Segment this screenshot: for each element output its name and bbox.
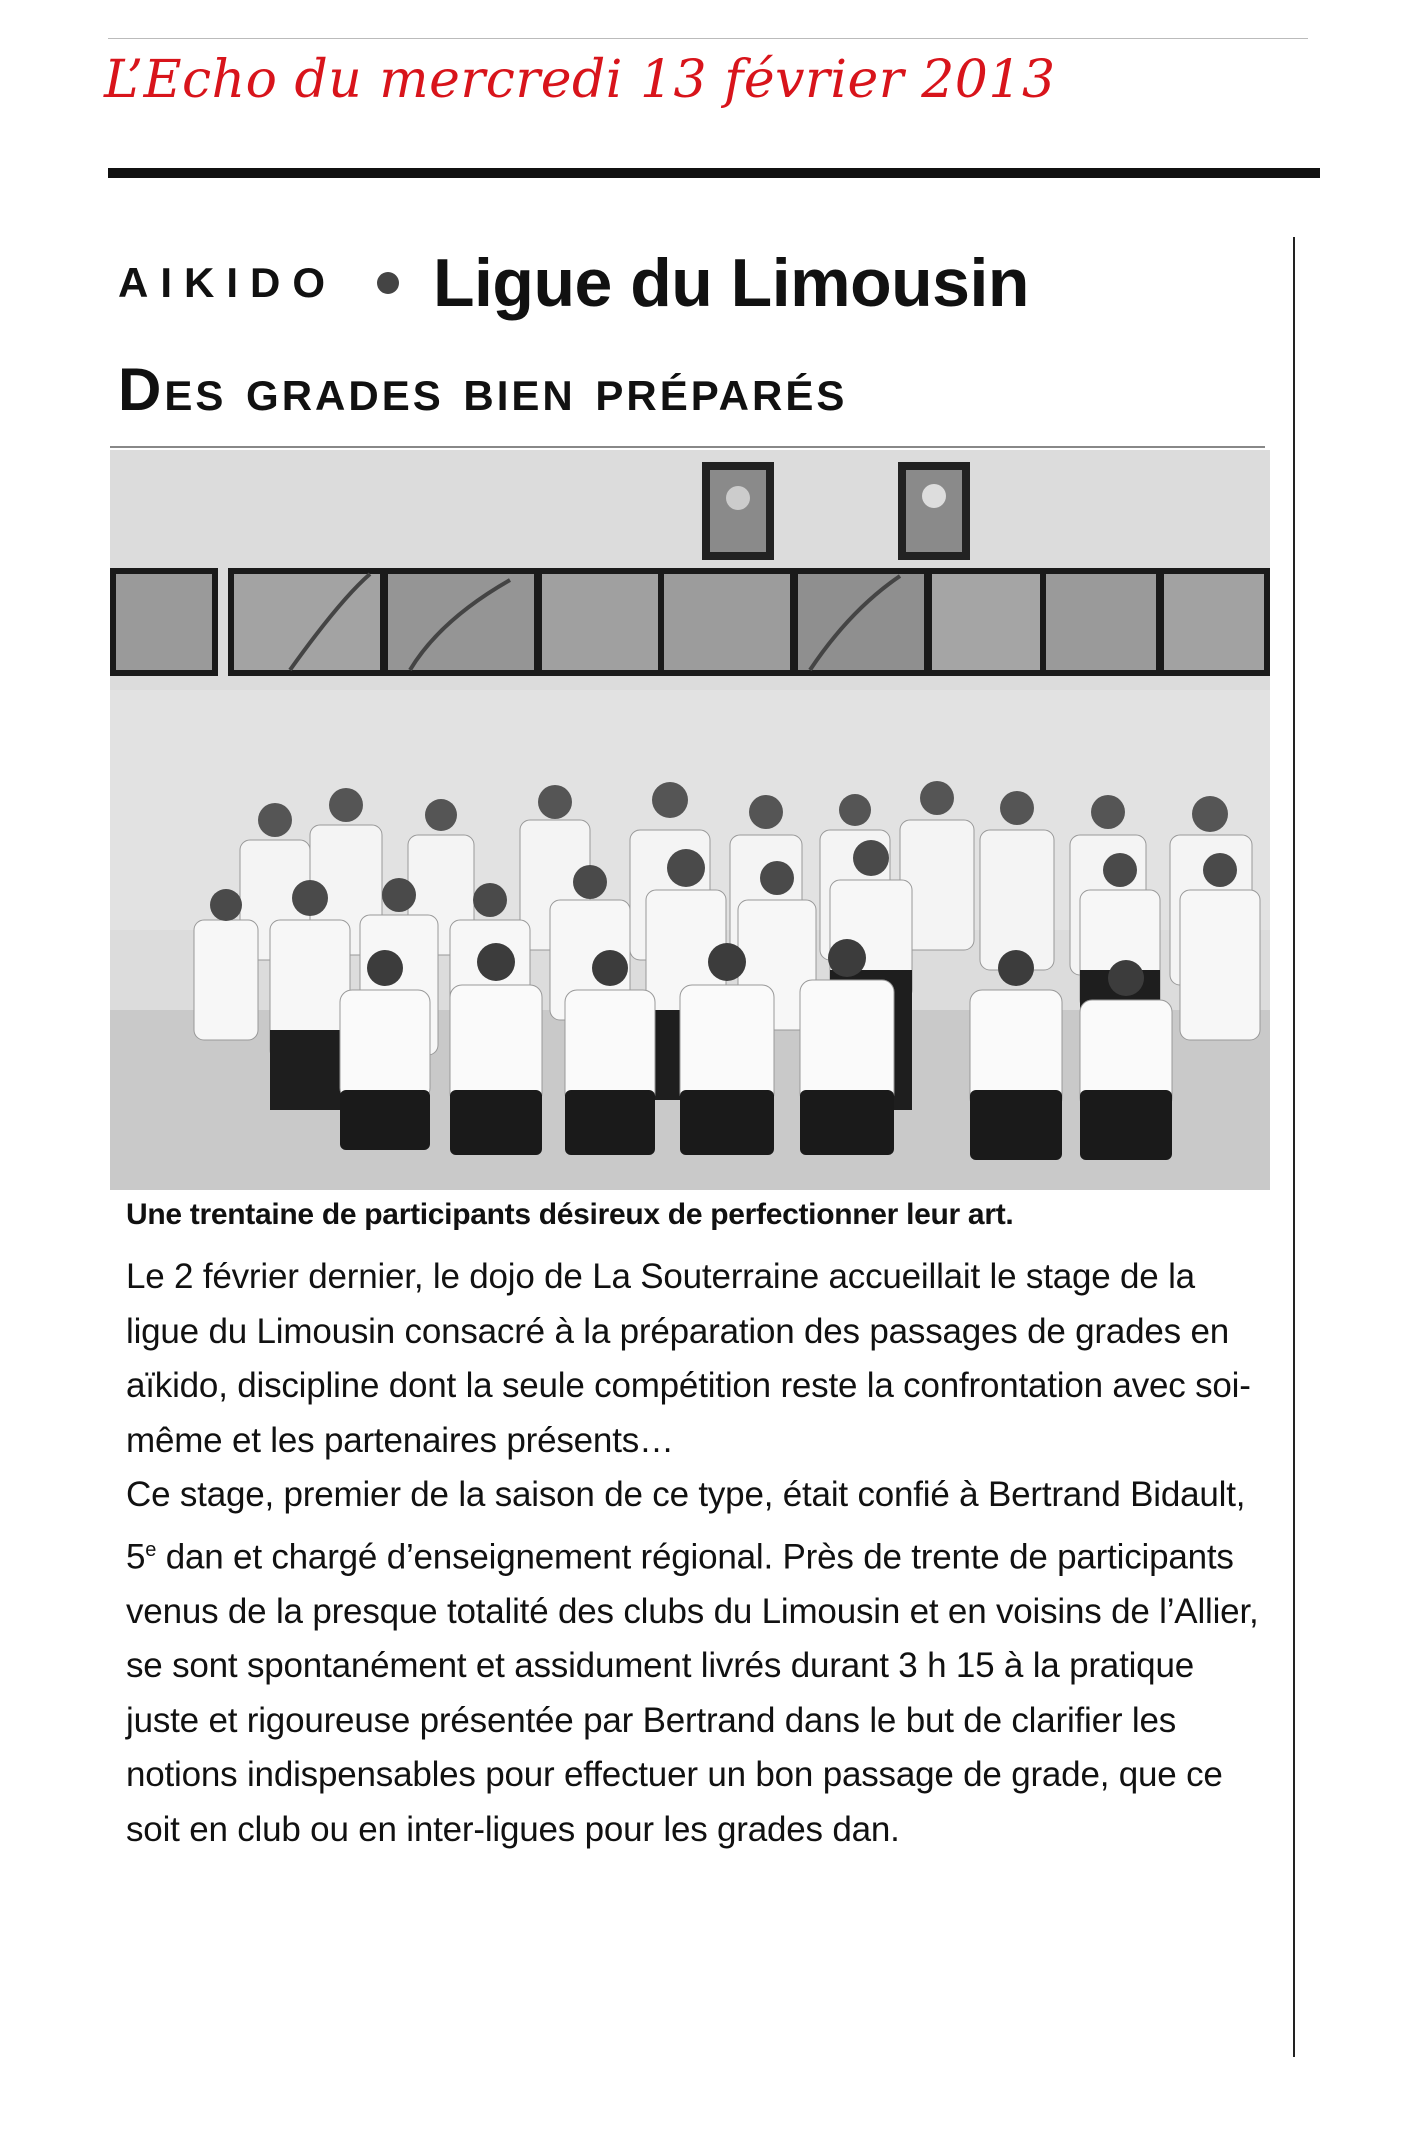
article-body (126, 1250, 1276, 1857)
article-paragraph-2 (126, 1468, 1276, 1857)
league-name: Ligue du Limousin (433, 245, 1029, 321)
section-name: AIKIDO (118, 259, 337, 306)
bullet-dot-icon (377, 272, 399, 294)
dan-ordinal-superscript: e (145, 1538, 157, 1561)
group-photo (110, 450, 1270, 1190)
portrait-frame-left (702, 462, 774, 560)
photo-top-rule (110, 446, 1265, 448)
publication-date-line: L’Echo du mercredi 13 février 2013 (104, 50, 1056, 110)
paragraph-2-part-1: Ce stage, premier de la saison de ce type, était confié à Bertrand Bidault, 5 (126, 1475, 1246, 1577)
photo-caption: Une trentaine de participants désireux de perfectionner leur art. (126, 1198, 1014, 1231)
article-paragraph-1: Le 2 février dernier, le dojo de La Souterraine accueillait le stage de la ligue du Limousin consacré à la préparation des passages de grades en aïkido, discipline dont la seule compétition reste la confrontation avec soi-même et les partenaires présents… (126, 1257, 1251, 1460)
portrait-frame-right (898, 462, 970, 560)
header-thick-rule (108, 168, 1320, 178)
top-thin-rule (108, 38, 1308, 39)
window-row (110, 568, 1270, 676)
article-kicker (118, 245, 1029, 321)
column-divider-rule (1293, 237, 1295, 2057)
paragraph-2-part-2: dan et chargé d’enseignement régional. Près de trente de participants venus de la presque totalité des clubs du Limousin et en voisins de l’Allier, se sont spontanément et assidument livrés durant 3 h 15 à la pratique juste et rigoureuse présentée par Bertrand dans le but de clarifier les notions indispensables pour effectuer un bon passage de grade, que ce soit en club ou en inter-ligues pour les grades dan. (126, 1537, 1259, 1849)
article-headline: Des grades bien préparés (118, 356, 848, 423)
